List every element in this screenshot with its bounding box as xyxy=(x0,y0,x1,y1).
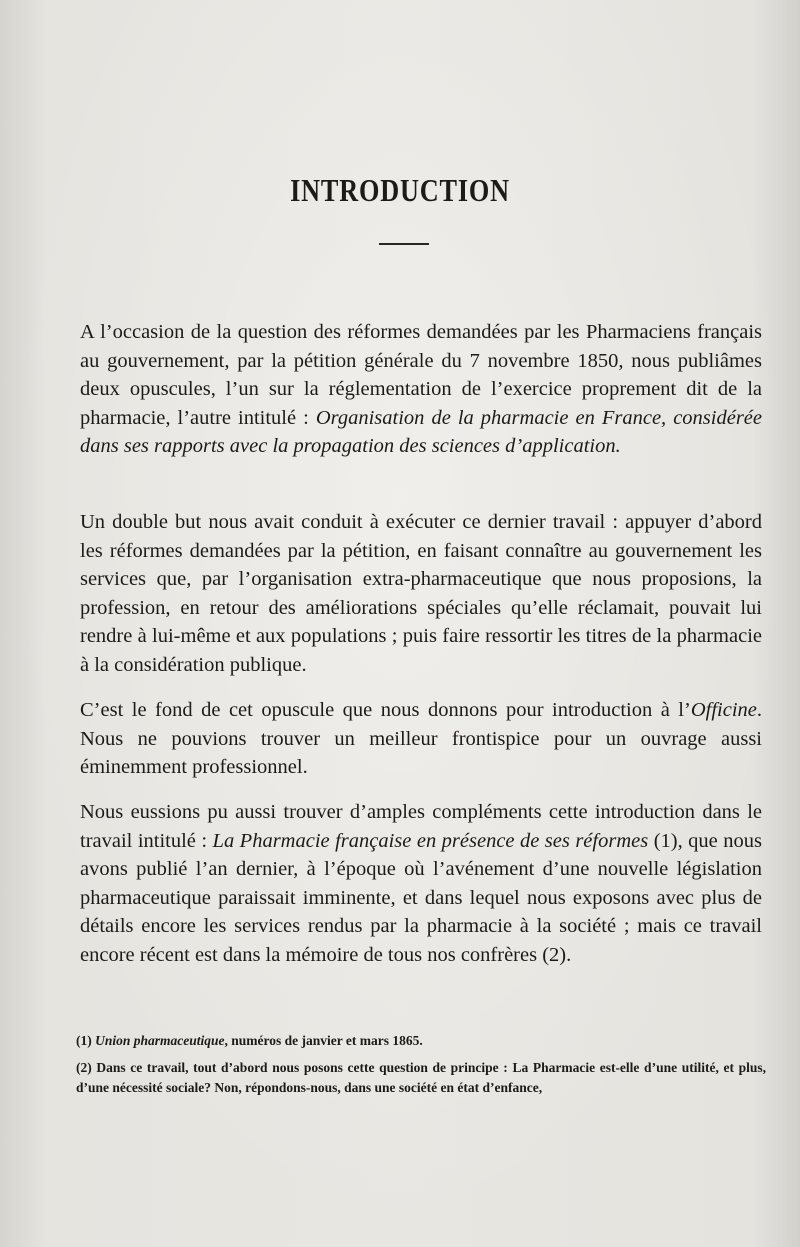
paragraph-4-text-end: (1), que nous avons publié l’an dernier, à l’époque où l’avénement d’une nouvelle législation pharmaceutique paraissait imminente, et dans lequel nous exposons avec plus de détails encore les services rendus par la pharmacie à la société ; mais ce travail encore récent est dans la mémoire de tous nos confrères (2). xyxy=(80,829,762,966)
footnote-2 xyxy=(76,1058,766,1098)
paragraph-4 xyxy=(80,798,762,970)
footnotes xyxy=(76,1031,766,1105)
paragraph-4-text: Nous eussions pu aussi trouver d’amples compléments cette introduction dans le travail intitulé : xyxy=(80,801,762,852)
footnote-2-marker: (2) xyxy=(76,1060,92,1075)
paragraph-2 xyxy=(80,508,762,680)
paragraph-1-text: A l’occasion de la question des réformes demandées par les Pharmaciens français au gouvernement, par la pétition générale du 7 novembre 1850, nous publiâmes deux opuscules, l’un sur la réglementation de l’exercice proprement dit de la pharmacie, l’autre intitulé : xyxy=(80,321,762,429)
paragraph-3-text: C’est le fond de cet opuscule que nous donnons pour introduction à l’ xyxy=(80,699,691,721)
paragraph-4-italic: La Pharmacie française en présence de ses réformes xyxy=(212,829,649,852)
footnote-1 xyxy=(76,1031,766,1051)
footnote-2-text: Dans ce travail, tout d’abord nous posons cette question de principe : La Pharmacie est-elle d’une utilité, et plus, d’une nécessité sociale? Non, répondons-nous, dans une société en état d’enfance, xyxy=(76,1060,766,1095)
paragraph-3-italic: Officine xyxy=(690,699,757,721)
paragraph-2-text: Un double but nous avait conduit à exécuter ce dernier travail : appuyer d’abord les réformes demandées par la pétition, en faisant connaître au gouvernement les services que, par l’organisation extra-pharmaceutique que nous proposions, la profession, en retour des améliorations spéciales qu’elle réclamait, pouvait lui rendre à lui-même et aux populations ; puis faire ressortir les titres de la pharmacie à la considération publique. xyxy=(80,511,762,676)
title-divider xyxy=(379,243,429,245)
footnote-1-marker: (1) xyxy=(76,1033,92,1048)
footnote-1-text: , numéros de janvier et mars 1865. xyxy=(224,1033,423,1048)
paragraph-1 xyxy=(80,318,762,461)
footnote-1-italic: Union pharmaceutique xyxy=(95,1033,225,1048)
paragraph-3 xyxy=(80,696,762,782)
paragraph-3-text-end: . Nous ne pouvions trouver un meilleur frontispice pour un ouvrage aussi éminemment professionnel. xyxy=(80,699,762,779)
page-title: INTRODUCTION xyxy=(290,172,510,208)
paragraph-1-italic: Organisation de la pharmacie en France, considérée dans ses rapports avec la propagation des sciences d’application. xyxy=(80,406,762,458)
